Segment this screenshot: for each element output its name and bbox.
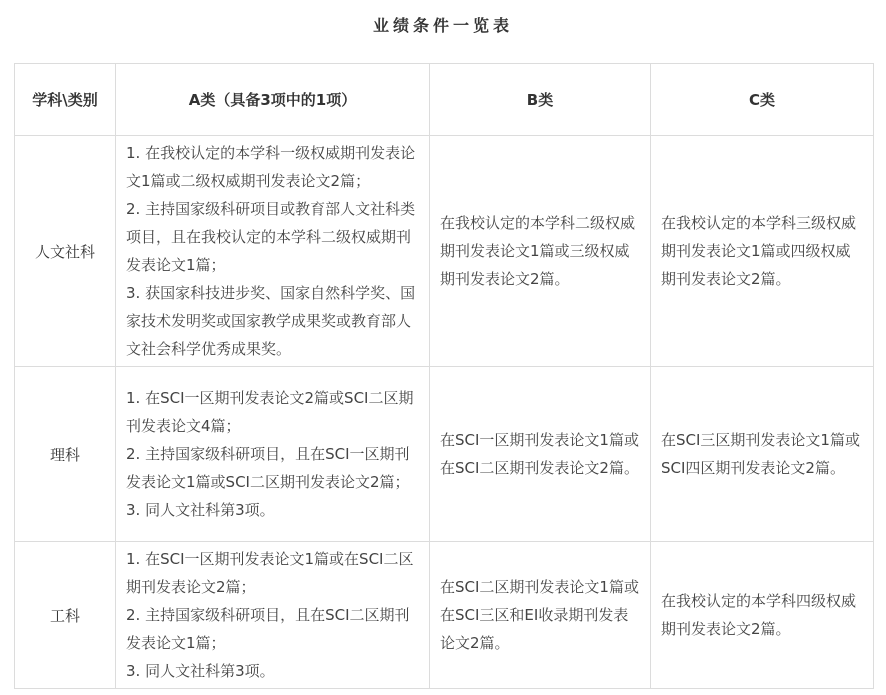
category-a-cell	[116, 367, 430, 542]
category-b-cell: 在我校认定的本学科二级权威期刊发表论文1篇或三级权威期刊发表论文2篇。	[430, 136, 651, 367]
category-a-item: 3. 获国家科技进步奖、国家自然科学奖、国家技术发明奖或国家教学成果奖或教育部人文社会科学优秀成果奖。	[126, 284, 416, 358]
category-a-item: 2. 主持国家级科研项目，且在SCI二区期刊发表论文1篇；	[126, 606, 410, 652]
category-a-item: 3. 同人文社科第3项。	[126, 662, 275, 680]
category-c-cell: 在我校认定的本学科三级权威期刊发表论文1篇或四级权威期刊发表论文2篇。	[651, 136, 874, 367]
category-a-item: 2. 主持国家级科研项目，且在SCI一区期刊发表论文1篇或SCI二区期刊发表论文2篇；	[126, 445, 410, 491]
performance-conditions-table	[14, 63, 874, 689]
table-row-science	[15, 367, 874, 542]
table-row-engineering	[15, 542, 874, 689]
category-c-cell: 在我校认定的本学科四级权威期刊发表论文2篇。	[651, 542, 874, 689]
category-a-item: 3. 同人文社科第3项。	[126, 501, 275, 519]
subject-cell: 人文社科	[15, 136, 116, 367]
table-header-row	[15, 64, 874, 136]
category-b-cell: 在SCI二区期刊发表论文1篇或在SCI三区和EI收录期刊发表论文2篇。	[430, 542, 651, 689]
header-category-c: C类	[651, 64, 874, 136]
category-a-item: 1. 在SCI一区期刊发表论文1篇或在SCI二区期刊发表论文2篇；	[126, 550, 414, 596]
table-row-humanities	[15, 136, 874, 367]
category-b-cell: 在SCI一区期刊发表论文1篇或在SCI二区期刊发表论文2篇。	[430, 367, 651, 542]
category-a-item: 2. 主持国家级科研项目或教育部人文社科类项目，且在我校认定的本学科二级权威期刊发表论文1篇；	[126, 200, 416, 274]
header-category-b: B类	[430, 64, 651, 136]
subject-cell: 工科	[15, 542, 116, 689]
category-c-cell: 在SCI三区期刊发表论文1篇或SCI四区期刊发表论文2篇。	[651, 367, 874, 542]
subject-cell: 理科	[15, 367, 116, 542]
category-a-cell	[116, 542, 430, 689]
header-category-a: A类（具备3项中的1项）	[116, 64, 430, 136]
category-a-item: 1. 在我校认定的本学科一级权威期刊发表论文1篇或二级权威期刊发表论文2篇；	[126, 144, 416, 190]
category-a-item: 1. 在SCI一区期刊发表论文2篇或SCI二区期刊发表论文4篇；	[126, 389, 414, 435]
header-subject-category: 学科\类别	[15, 64, 116, 136]
category-a-cell	[116, 136, 430, 367]
page-title: 业绩条件一览表	[372, 16, 513, 35]
